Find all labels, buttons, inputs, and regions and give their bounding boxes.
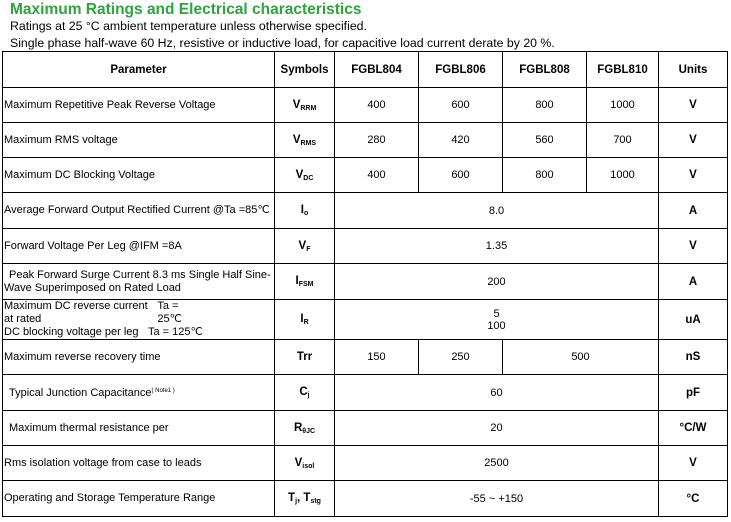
header-fgbl804: FGBL804 bbox=[335, 52, 419, 88]
note1-marker: ( Note1 ) bbox=[151, 388, 175, 394]
value-cell: 60 bbox=[335, 375, 659, 411]
value-cell: 400 bbox=[335, 88, 419, 123]
unit-cell: A bbox=[659, 193, 728, 229]
ta-125: Ta = 125℃ bbox=[148, 326, 203, 338]
param-vf: Forward Voltage Per Leg @IFM =8A bbox=[3, 229, 275, 264]
value-cell: 600 bbox=[419, 158, 503, 193]
value-cell: 150 bbox=[335, 340, 419, 375]
value-cell: 1000 bbox=[587, 158, 659, 193]
value-cell: 250 bbox=[419, 340, 503, 375]
ratings-table bbox=[2, 51, 728, 517]
unit-cell: °C bbox=[659, 481, 728, 517]
table-row bbox=[3, 340, 728, 375]
value-ir-25: 5 bbox=[493, 307, 500, 320]
unit-cell: V bbox=[659, 123, 728, 158]
param-temp: Operating and Storage Temperature Range bbox=[3, 481, 275, 517]
table-row bbox=[3, 411, 728, 446]
value-cell: 560 bbox=[503, 123, 587, 158]
table-row bbox=[3, 229, 728, 264]
param-trr: Maximum reverse recovery time bbox=[3, 340, 275, 375]
value-cell: 20 bbox=[335, 411, 659, 446]
unit-cell: A bbox=[659, 264, 728, 300]
value-cell: 2500 bbox=[335, 446, 659, 481]
table-header-row bbox=[3, 52, 728, 88]
load-note: Single phase half-wave 60 Hz, resistive or inductive load, for capacitive load current derate by 20 %. bbox=[10, 36, 555, 50]
param-rth: Maximum thermal resistance per bbox=[3, 411, 275, 446]
value-cell: 800 bbox=[503, 158, 587, 193]
param-viso: Rms isolation voltage from case to leads bbox=[3, 446, 275, 481]
header-symbols: Symbols bbox=[275, 52, 335, 88]
unit-cell: V bbox=[659, 229, 728, 264]
table-row bbox=[3, 481, 728, 517]
symbol-vrms: $V_{RMS}$ bbox=[275, 123, 335, 158]
ta-25: Ta = 25℃ bbox=[157, 300, 182, 325]
value-cell: 400 bbox=[335, 158, 419, 193]
symbol-ifsm: $I_{FSM}$ bbox=[275, 264, 335, 300]
unit-cell: uA bbox=[659, 300, 728, 340]
table-row bbox=[3, 123, 728, 158]
unit-cell: V bbox=[659, 446, 728, 481]
symbol-io: $I_o$ bbox=[275, 193, 335, 229]
unit-cell: nS bbox=[659, 340, 728, 375]
symbol-vf: $V_F$ bbox=[275, 229, 335, 264]
param-cj: Typical Junction Capacitance$^{( Note1 )}$ bbox=[3, 375, 275, 411]
table-row bbox=[3, 193, 728, 229]
value-cell: 500 bbox=[503, 340, 659, 375]
header-fgbl810: FGBL810 bbox=[587, 52, 659, 88]
param-vdc: Maximum DC Blocking Voltage bbox=[3, 158, 275, 193]
section-title: Maximum Ratings and Electrical characteristics bbox=[10, 1, 362, 18]
unit-cell: °C/W bbox=[659, 411, 728, 446]
table-row bbox=[3, 158, 728, 193]
header-fgbl806: FGBL806 bbox=[419, 52, 503, 88]
unit-cell: pF bbox=[659, 375, 728, 411]
param-ifsm-line1: Peak Forward Surge Current 8.3 ms Single Half Sine- bbox=[9, 268, 271, 281]
symbol-rth: $R_{\theta JC}$ bbox=[275, 411, 335, 446]
value-cell: -55 ~ +150 bbox=[335, 481, 659, 517]
value-cell: 1.35 bbox=[335, 229, 659, 264]
param-ifsm-line2: Wave Superimposed on Rated Load bbox=[4, 281, 181, 294]
param-ir-line2: DC blocking voltage per leg Ta = 125℃ bbox=[4, 326, 203, 338]
value-cell: 1000 bbox=[587, 88, 659, 123]
symbol-ir: $I_R$ bbox=[275, 300, 335, 340]
param-ifsm bbox=[3, 264, 275, 300]
symbol-trr: Trr bbox=[275, 340, 335, 375]
symbol-vdc: $V_{DC}$ bbox=[275, 158, 335, 193]
value-cell: 420 bbox=[419, 123, 503, 158]
param-vrrm: Maximum Repetitive Peak Reverse Voltage bbox=[3, 88, 275, 123]
param-vrms: Maximum RMS voltage bbox=[3, 123, 275, 158]
param-ir bbox=[3, 300, 275, 340]
value-cell bbox=[335, 300, 659, 340]
value-cell: 800 bbox=[503, 88, 587, 123]
header-parameter: Parameter bbox=[3, 52, 275, 88]
conditions-note: Ratings at 25 °C ambient temperature unless otherwise specified. bbox=[10, 19, 367, 33]
symbol-viso: $V_{isol}$ bbox=[275, 446, 335, 481]
value-cell: 700 bbox=[587, 123, 659, 158]
table-row bbox=[3, 375, 728, 411]
unit-cell: V bbox=[659, 158, 728, 193]
header-fgbl808: FGBL808 bbox=[503, 52, 587, 88]
param-ir-line1: Maximum DC reverse current at rated Ta = 25℃ bbox=[4, 300, 274, 326]
table-row bbox=[3, 264, 728, 300]
unit-cell: V bbox=[659, 88, 728, 123]
table-row bbox=[3, 300, 728, 340]
header-units: Units bbox=[659, 52, 728, 88]
symbol-vrrm: $V_{RRM}$ bbox=[275, 88, 335, 123]
value-cell: 280 bbox=[335, 123, 419, 158]
value-cell: 600 bbox=[419, 88, 503, 123]
table-row bbox=[3, 88, 728, 123]
value-cell: 8.0 bbox=[335, 193, 659, 229]
param-io: Average Forward Output Rectified Current @Ta =85℃ bbox=[3, 193, 275, 229]
symbol-cj: $C_j$ bbox=[275, 375, 335, 411]
table-row bbox=[3, 446, 728, 481]
symbol-temp: $T_j$, $T_{stg}$ bbox=[275, 481, 335, 517]
value-cell: 200 bbox=[335, 264, 659, 300]
value-ir-125: 100 bbox=[487, 319, 506, 332]
